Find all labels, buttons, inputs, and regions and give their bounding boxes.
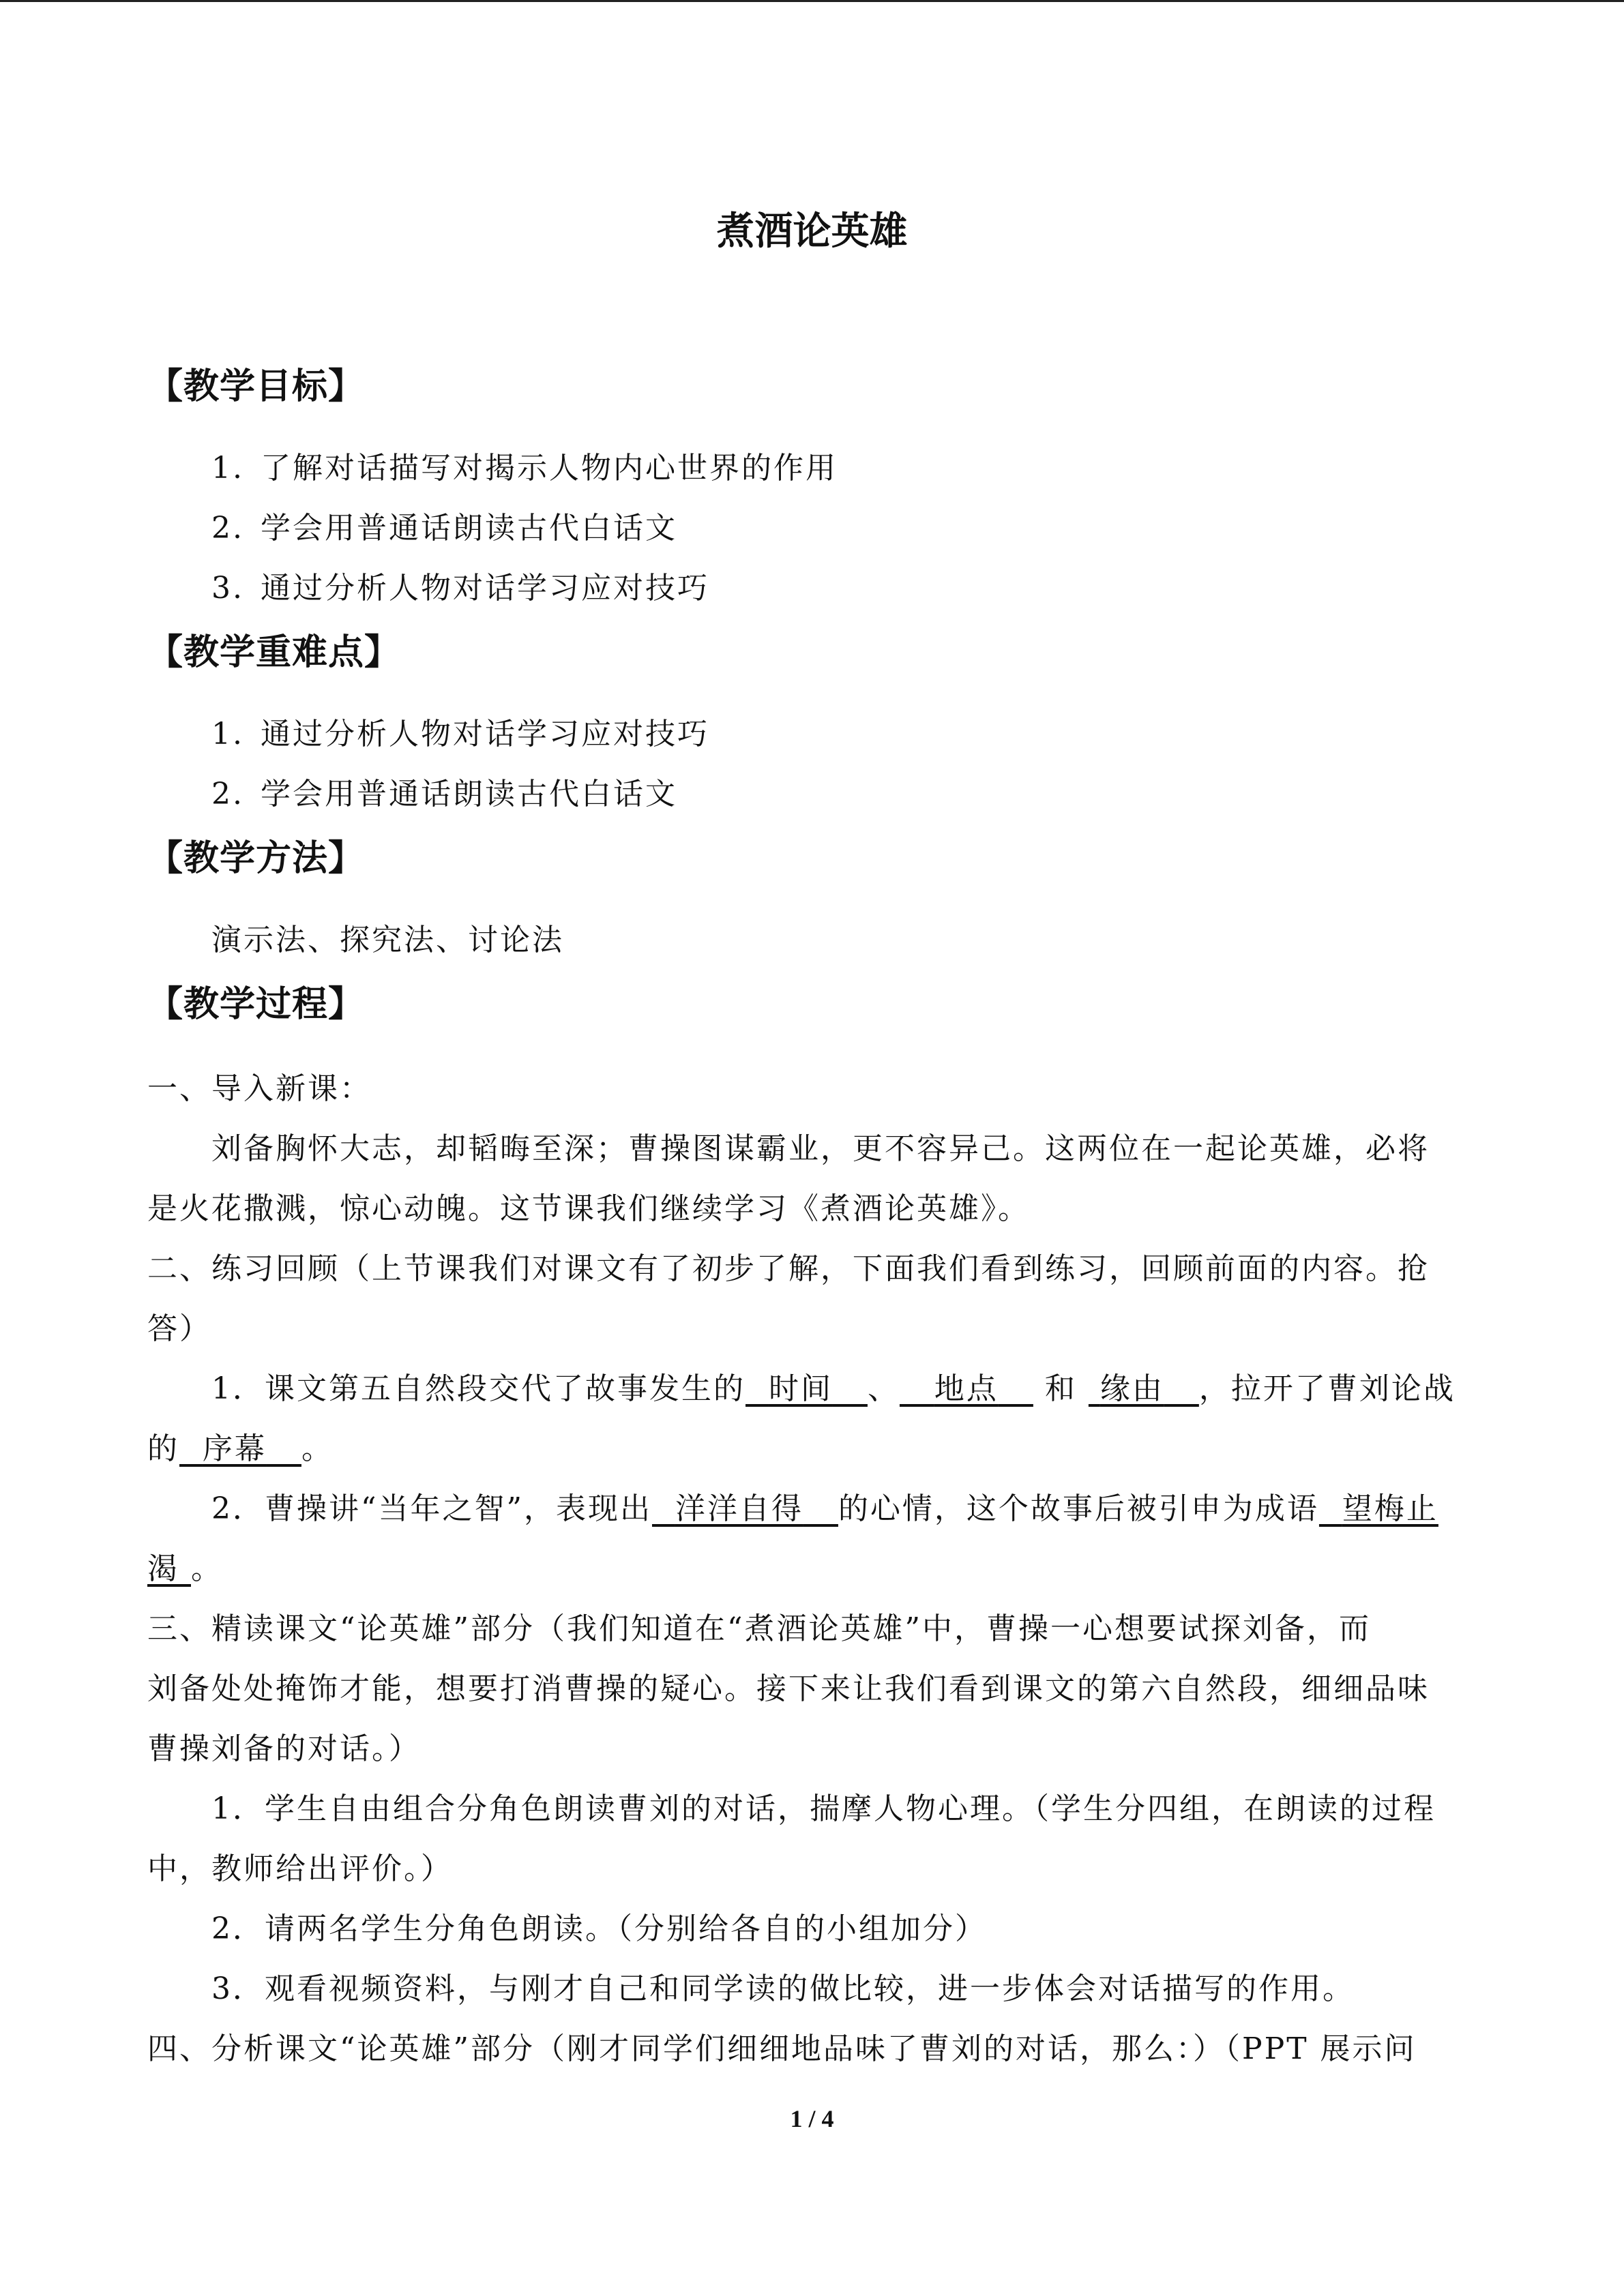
page-number: 1 / 4	[790, 2105, 834, 2132]
intro-title: 一、导入新课：	[147, 1071, 372, 1106]
top-border	[0, 0, 1624, 2]
reading-item-1-line: 1．学生自由组合分角色朗读曹刘的对话，揣摩人物心理。（学生分四组，在朗读的过程	[211, 1791, 1436, 1826]
reading-title-line: 曹操刘备的对话。）	[147, 1731, 421, 1766]
review-title-line: 二、练习回顾（上节课我们对课文有了初步了解，下面我们看到练习，回顾前面的内容。抢	[147, 1251, 1430, 1286]
document-title: 煮酒论英雄	[716, 209, 908, 254]
reading-item-2: 2．请两名学生分角色朗读。（分别给各自的小组加分）	[211, 1911, 987, 1946]
question-1-line: 的 序幕 。	[147, 1431, 334, 1466]
analysis-title-line: 四、分析课文“论英雄”部分（刚才同学们细细地品味了曹刘的对话，那么：）（PPT 展示问	[147, 2031, 1417, 2066]
answer-blank: 缘由	[1099, 1371, 1164, 1406]
section-heading-key-points: 【教学重难点】	[147, 632, 401, 673]
goal-item: 2. 学会用普通话朗读古代白话文	[211, 511, 677, 546]
section-heading-process: 【教学过程】	[147, 984, 365, 1025]
reading-title-line: 三、精读课文“论英雄”部分（我们知道在“煮酒论英雄”中，曹操一心想要试探刘备，而	[147, 1611, 1371, 1646]
answer-blank: 时间	[768, 1371, 833, 1406]
section-heading-methods: 【教学方法】	[147, 838, 365, 879]
methods-text: 演示法、探究法、讨论法	[211, 923, 564, 957]
answer-blank: 地点	[934, 1371, 999, 1406]
review-title-line: 答）	[147, 1311, 211, 1346]
answer-blank: 望梅止	[1342, 1491, 1438, 1526]
answer-blank: 序幕	[202, 1431, 267, 1466]
answer-blank: 渴	[147, 1551, 179, 1586]
goal-item: 1. 了解对话描写对揭示人物内心世界的作用	[211, 451, 838, 486]
key-point-item: 1. 通过分析人物对话学习应对技巧	[211, 717, 709, 751]
question-2-line: 2．曹操讲“当年之智”，表现出 洋洋自得 的心情，这个故事后被引申为成语 望梅止	[211, 1491, 1438, 1526]
goal-item: 3. 通过分析人物对话学习应对技巧	[211, 571, 709, 606]
intro-paragraph-line: 刘备胸怀大志，却韬晦至深；曹操图谋霸业，更不容异己。这两位在一起论英雄，必将	[211, 1131, 1430, 1166]
section-heading-goals: 【教学目标】	[147, 366, 365, 407]
reading-title-line: 刘备处处掩饰才能，想要打消曹操的疑心。接下来让我们看到课文的第六自然段，细细品味	[147, 1671, 1430, 1706]
question-2-line: 渴 。	[147, 1551, 223, 1586]
answer-blank: 洋洋自得	[675, 1491, 803, 1526]
intro-paragraph-line: 是火花撒溅，惊心动魄。这节课我们继续学习《煮酒论英雄》。	[147, 1191, 1030, 1226]
reading-item-3: 3．观看视频资料，与刚才自己和同学读的做比较，进一步体会对话描写的作用。	[211, 1971, 1355, 2006]
question-1-line: 1．课文第五自然段交代了故事发生的 时间 、 地点 和 缘由 ，拉开了曹刘论战	[211, 1371, 1456, 1406]
key-point-item: 2. 学会用普通话朗读古代白话文	[211, 777, 677, 811]
reading-item-1-line: 中，教师给出评价。）	[147, 1851, 453, 1886]
